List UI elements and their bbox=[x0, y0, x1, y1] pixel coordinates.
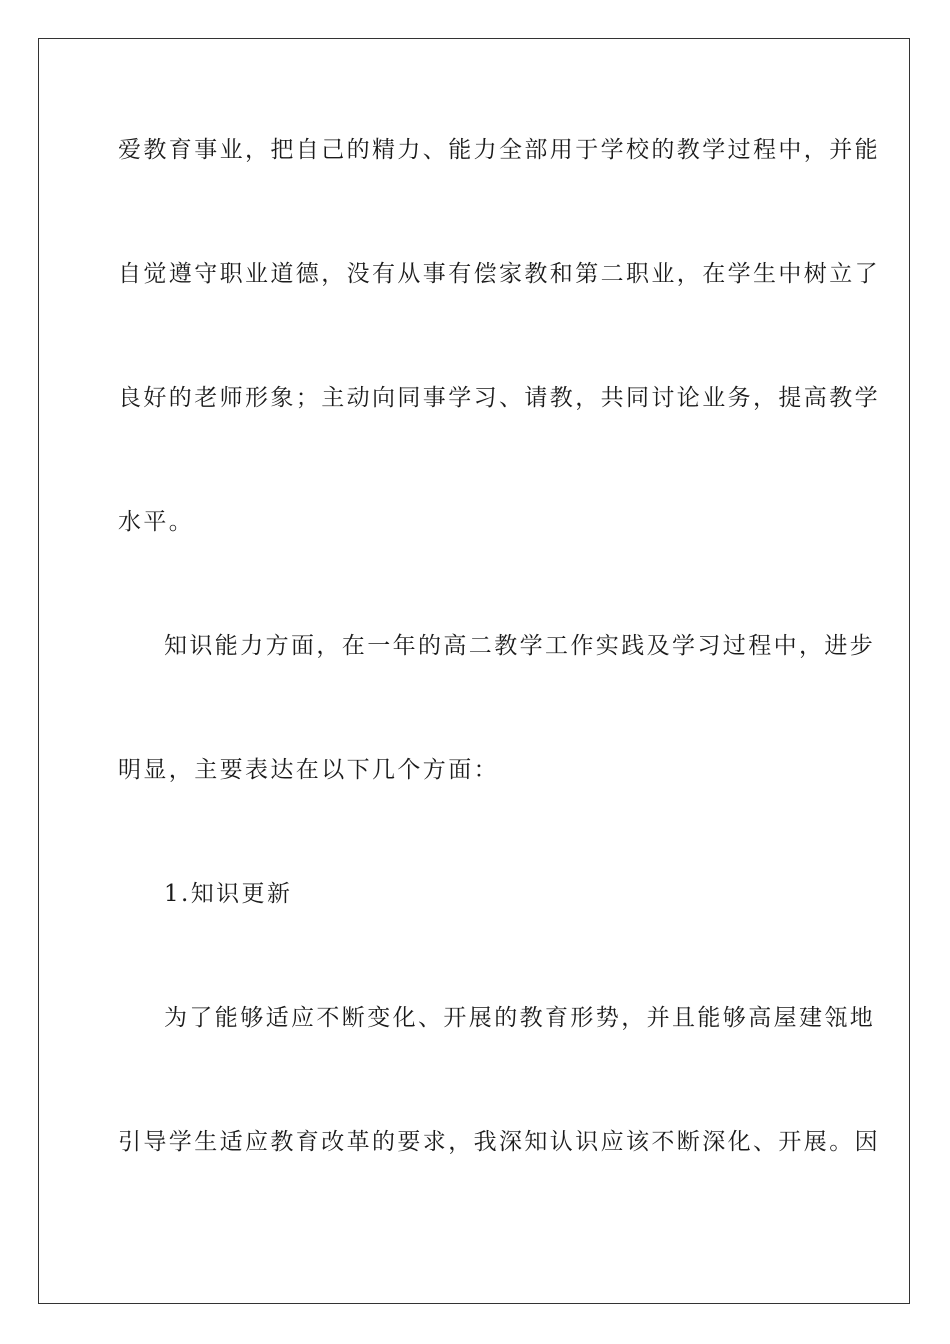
body-text-line: 良好的老师形象；主动向同事学习、请教，共同讨论业务，提高教学 bbox=[118, 385, 880, 411]
paragraph-first-line: 为了能够适应不断变化、开展的教育形势，并且能够高屋建瓴地 bbox=[164, 1005, 876, 1031]
body-text-line: 引导学生适应教育改革的要求，我深知认识应该不断深化、开展。因 bbox=[118, 1129, 880, 1155]
body-text-line: 水平。 bbox=[118, 509, 195, 535]
body-text-line: 自觉遵守职业道德，没有从事有偿家教和第二职业，在学生中树立了 bbox=[118, 261, 880, 287]
page-border bbox=[38, 38, 910, 1304]
section-heading: 1.知识更新 bbox=[164, 881, 293, 907]
body-text-line: 爱教育事业，把自己的精力、能力全部用于学校的教学过程中，并能 bbox=[118, 137, 880, 163]
paragraph-first-line: 知识能力方面，在一年的高二教学工作实践及学习过程中，进步 bbox=[164, 633, 876, 659]
body-text-line: 明显，主要表达在以下几个方面： bbox=[118, 757, 499, 783]
